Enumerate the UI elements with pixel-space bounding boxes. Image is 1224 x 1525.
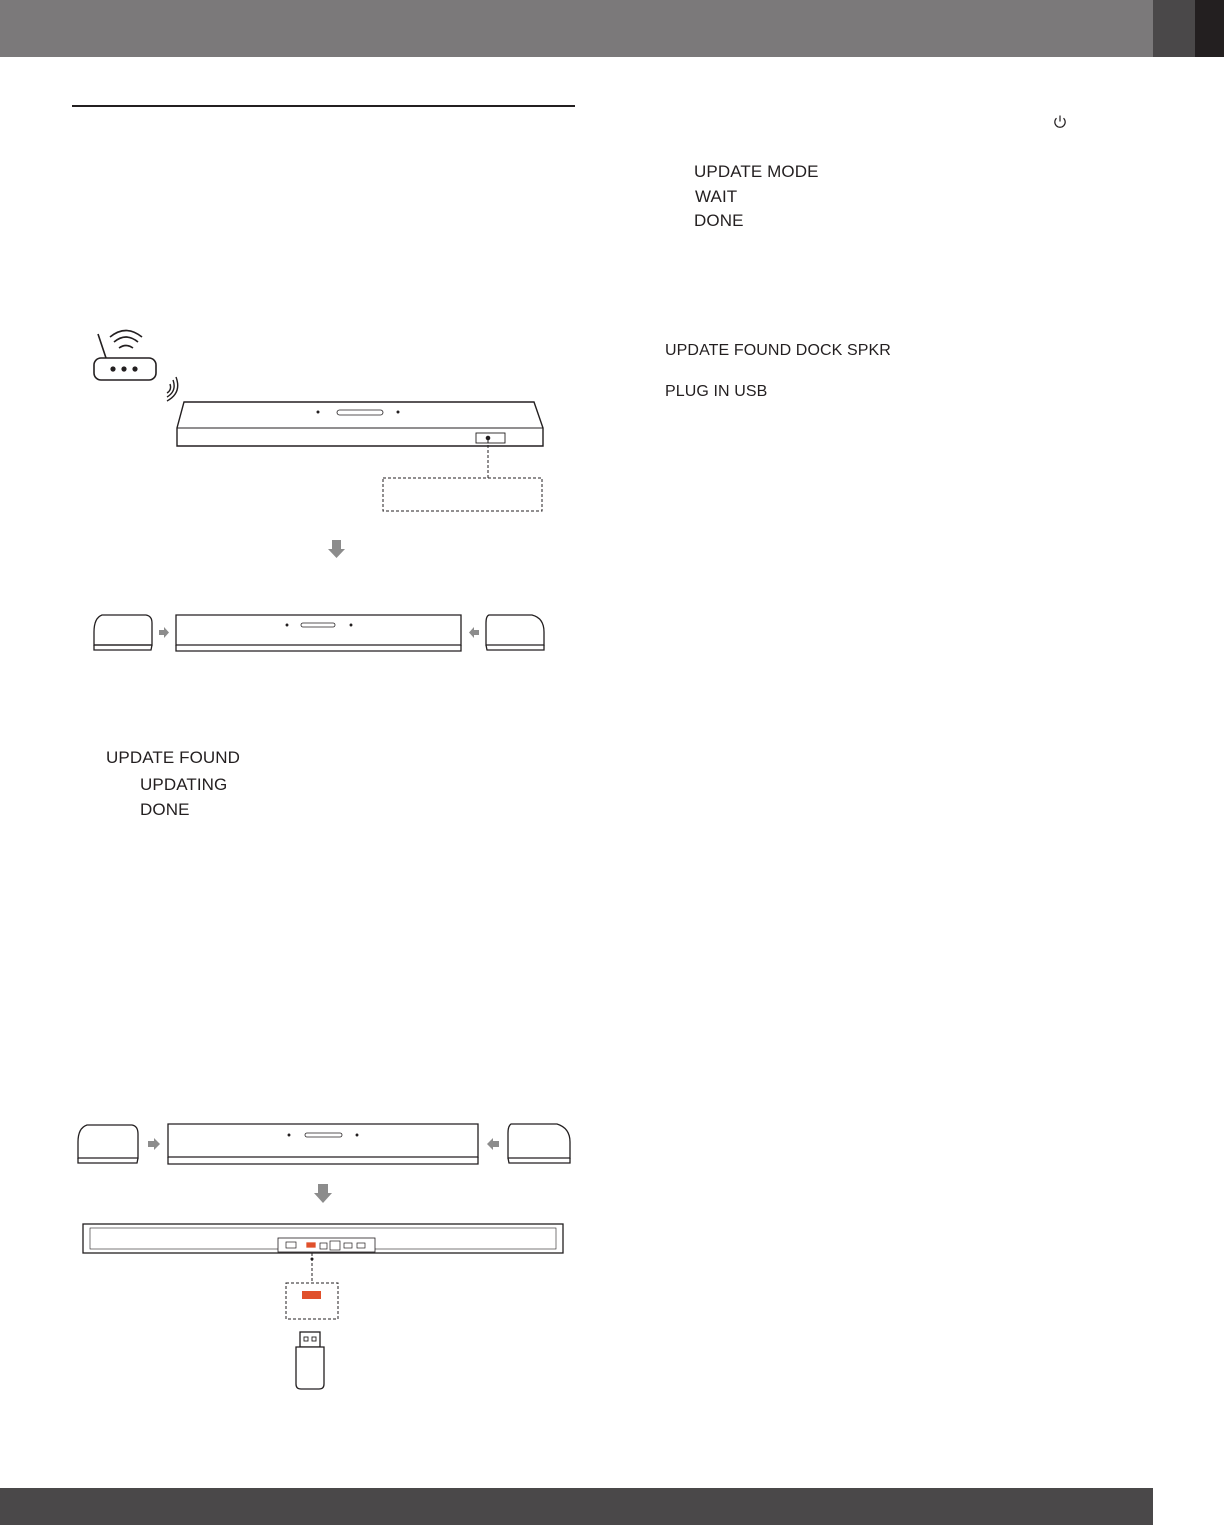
down-arrow-icon xyxy=(328,540,345,558)
wifi-router-icon xyxy=(94,331,156,381)
right-arrow-icon xyxy=(159,627,169,638)
status-done-left: DONE xyxy=(140,800,190,819)
status-update-found: UPDATE FOUND xyxy=(106,748,241,767)
message-update-found-dock: UPDATE FOUND DOCK SPKR xyxy=(665,342,891,359)
down-arrow-icon-2 xyxy=(314,1184,332,1203)
soundbar-rear-view xyxy=(83,1224,563,1253)
status-update-mode: UPDATE MODE xyxy=(694,162,819,181)
usb-callout-dot xyxy=(311,1258,314,1261)
usb-callout-box xyxy=(286,1283,338,1319)
wireless-signal-icon xyxy=(167,377,178,401)
status-done-right: DONE xyxy=(694,211,744,230)
status-wait: WAIT xyxy=(695,187,738,206)
usb-port-highlight xyxy=(302,1291,321,1299)
left-arrow-icon-2 xyxy=(487,1138,499,1150)
message-plug-in-usb: PLUG IN USB xyxy=(665,383,768,400)
soundbar-top-view xyxy=(177,402,543,446)
footer-bar xyxy=(0,1488,1153,1525)
status-updating: UPDATING xyxy=(140,775,228,794)
usb-drive-icon xyxy=(296,1332,324,1389)
left-arrow-icon xyxy=(469,627,479,638)
callout-box xyxy=(383,478,542,511)
right-arrow-icon-2 xyxy=(148,1138,160,1150)
